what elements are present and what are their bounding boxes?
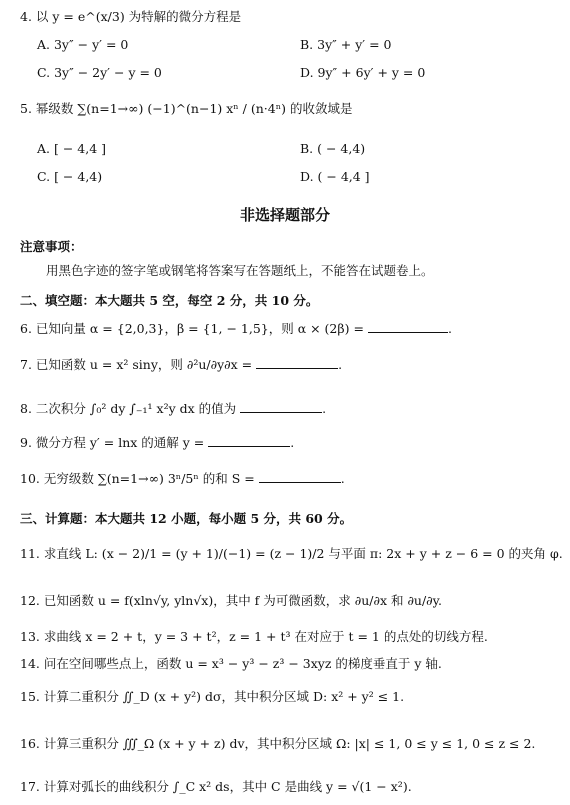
answer-blank: [256, 356, 338, 369]
notice-body: 用黑色字迹的签字笔或钢笔将答案写在答题纸上，不能答在试题卷上。: [46, 263, 434, 278]
answer-blank: [240, 400, 322, 413]
question-8-text: 8. 二次积分 ∫₀² dy ∫₋₁¹ x²y dx 的值为: [20, 401, 237, 416]
notice-title: 注意事项：: [20, 239, 83, 254]
question-5-option-b: B. ( − 4,4): [300, 141, 366, 156]
question-11: 11. 求直线 L: (x − 2)/1 = (y + 1)/(−1) = (z − 1)/2 与平面 π: 2x + y + z − 6 = 0 的夹角 φ.: [20, 546, 563, 561]
question-4-option-a: A. 3y″ − y′ = 0: [37, 37, 129, 52]
question-6-text: 6. 已知向量 α = {2,0,3}，β = {1, − 1,5}，则 α × (2β) =: [20, 321, 364, 336]
question-4-option-b: B. 3y″ + y′ = 0: [300, 37, 392, 52]
question-7-text: 7. 已知函数 u = x² siny，则 ∂²u/∂y∂x =: [20, 357, 253, 372]
answer-blank: [368, 320, 448, 333]
question-4-stem: 4. 以 y = e^(x/3) 为特解的微分方程是: [20, 9, 242, 24]
question-4-option-c: C. 3y″ − 2y′ − y = 0: [37, 65, 162, 80]
answer-blank: [208, 434, 290, 447]
question-5-stem: 5. 幂级数 ∑(n=1→∞) (−1)^(n−1) xⁿ / (n·4ⁿ) 的收敛域是: [20, 101, 353, 116]
question-5-option-d: D. ( − 4,4 ]: [300, 169, 370, 184]
answer-blank: [259, 470, 341, 483]
question-5-option-c: C. [ − 4,4): [37, 169, 103, 184]
question-10: 10. 无穷级数 ∑(n=1→∞) 3ⁿ/5ⁿ 的和 S = .: [20, 471, 345, 486]
question-8: 8. 二次积分 ∫₀² dy ∫₋₁¹ x²y dx 的值为 .: [20, 401, 327, 416]
question-16: 16. 计算三重积分 ∭_Ω (x + y + z) dv，其中积分区域 Ω: |x| ≤ 1, 0 ≤ y ≤ 1, 0 ≤ z ≤ 2.: [20, 736, 536, 751]
fill-section-header: 二、填空题：本大题共 5 空，每空 2 分，共 10 分。: [20, 293, 319, 308]
question-9-text: 9. 微分方程 y′ = lnx 的通解 y =: [20, 435, 205, 450]
calc-section-header: 三、计算题：本大题共 12 小题，每小题 5 分，共 60 分。: [20, 511, 353, 526]
question-13: 13. 求曲线 x = 2 + t，y = 3 + t²，z = 1 + t³ 在对应于 t = 1 的点处的切线方程.: [20, 629, 488, 644]
question-6: 6. 已知向量 α = {2,0,3}，β = {1, − 1,5}，则 α × (2β) = .: [20, 321, 452, 336]
question-4-option-d: D. 9y″ + 6y′ + y = 0: [300, 65, 426, 80]
question-9: 9. 微分方程 y′ = lnx 的通解 y = .: [20, 435, 295, 450]
question-5-option-a: A. [ − 4,4 ]: [37, 141, 107, 156]
question-17: 17. 计算对弧长的曲线积分 ∫_C x² ds，其中 C 是曲线 y = √(1 − x²).: [20, 779, 412, 794]
question-15: 15. 计算二重积分 ∬_D (x + y²) dσ，其中积分区域 D: x² + y² ≤ 1.: [20, 689, 405, 704]
question-7: 7. 已知函数 u = x² siny，则 ∂²u/∂y∂x = .: [20, 357, 343, 372]
question-12: 12. 已知函数 u = f(xln√y, yln√x)，其中 f 为可微函数，求 ∂u/∂x 和 ∂u/∂y.: [20, 593, 443, 608]
section-title: 非选择题部分: [239, 206, 330, 224]
question-10-text: 10. 无穷级数 ∑(n=1→∞) 3ⁿ/5ⁿ 的和 S =: [20, 471, 255, 486]
question-14: 14. 问在空间哪些点上，函数 u = x³ − y³ − z³ − 3xyz 的梯度垂直于 y 轴.: [20, 656, 442, 671]
